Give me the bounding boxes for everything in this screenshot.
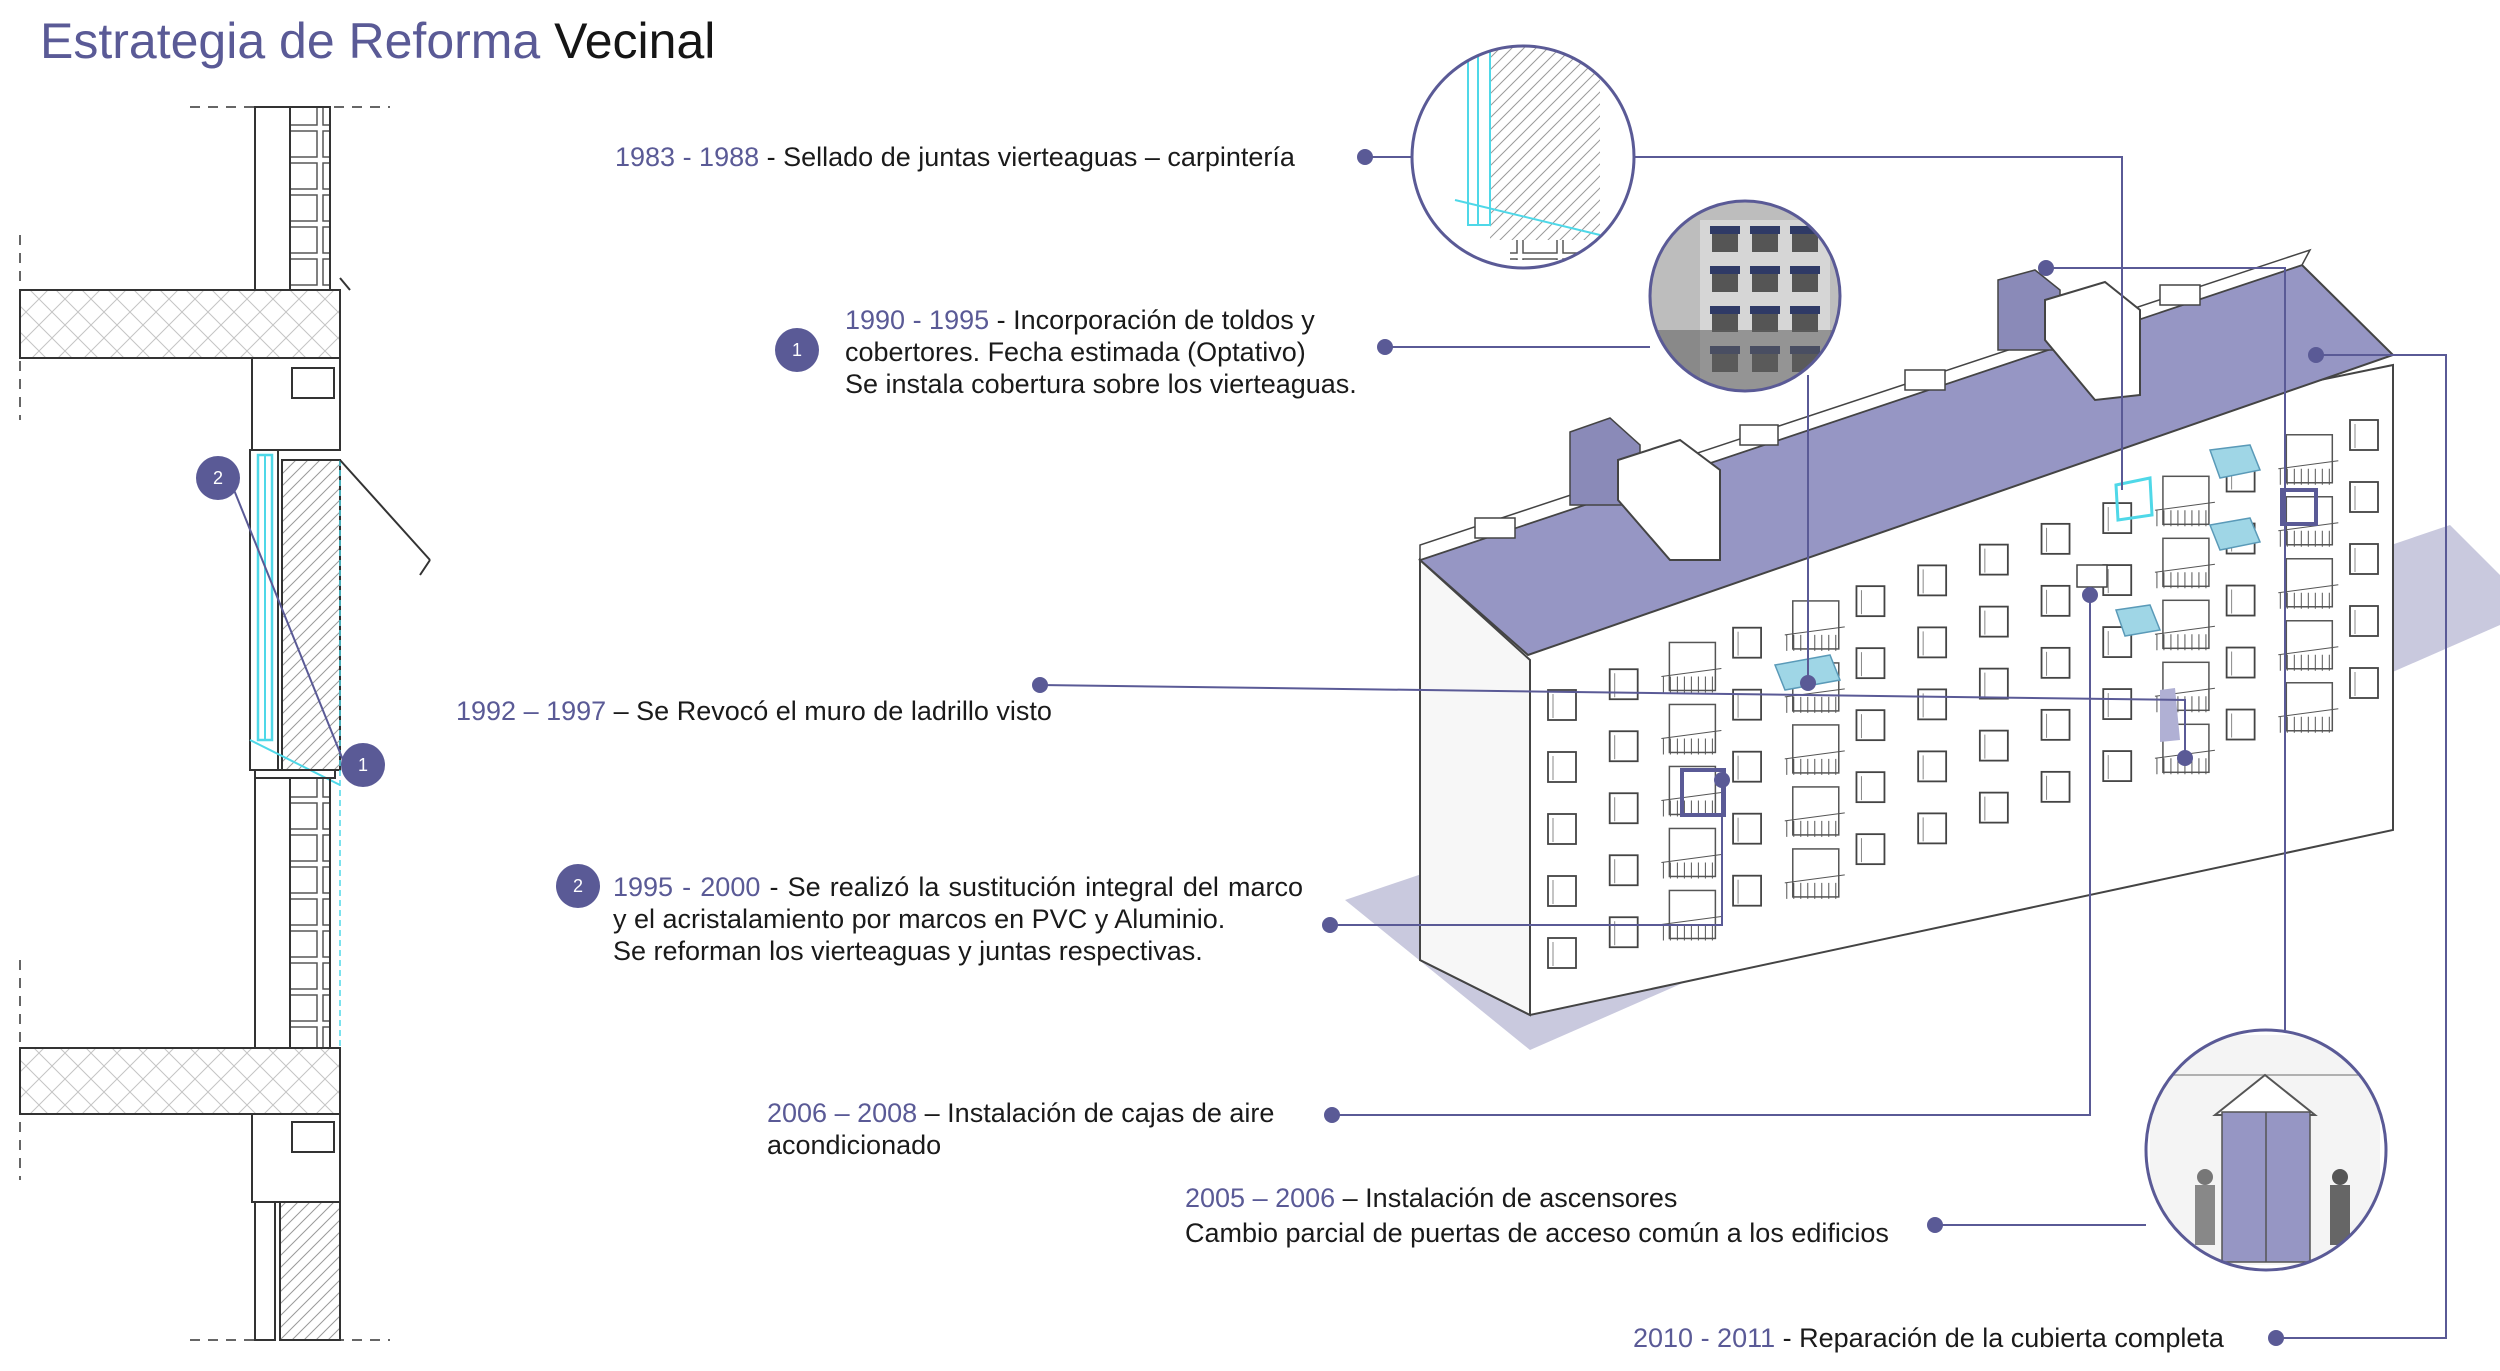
note-1992-years: 1992 – 1997 <box>456 696 607 726</box>
note-2006 <box>767 1097 1274 1161</box>
window <box>1610 793 1638 823</box>
inset-sill-joint <box>1412 40 1634 268</box>
title-part-2: Vecinal <box>554 13 716 69</box>
note-1983 <box>615 141 1295 173</box>
note-1992 <box>456 695 1052 727</box>
window <box>1610 669 1638 699</box>
badge-2-section: 2 <box>196 456 240 500</box>
note-2005-years: 2005 – 2006 <box>1185 1183 1336 1213</box>
note-2010 <box>1633 1322 2224 1354</box>
window <box>2042 524 2070 554</box>
photo-awning <box>1710 306 1740 314</box>
window <box>1918 627 1946 657</box>
window <box>1733 752 1761 782</box>
window <box>1733 814 1761 844</box>
window <box>2227 586 2255 616</box>
note-1990-line2: cobertores. Fecha estimada (Optativo) <box>845 337 1306 367</box>
photo-awning <box>1790 306 1820 314</box>
note-1995-line2: Se reforman los vierteaguas y juntas respectivas. <box>613 936 1203 966</box>
window <box>2103 689 2131 719</box>
window <box>1610 731 1638 761</box>
photo-awning <box>1750 226 1780 234</box>
note-2005 <box>1185 1181 1889 1251</box>
window <box>1548 876 1576 906</box>
title-part-1: Estrategia de Reforma <box>40 13 541 69</box>
photo-awning <box>1750 306 1780 314</box>
window <box>2042 648 2070 678</box>
window <box>1856 648 1884 678</box>
photo-awning <box>1790 266 1820 274</box>
window <box>2042 772 2070 802</box>
note-1990-line1: - Incorporación de toldos y <box>989 305 1315 335</box>
window <box>2103 751 2131 781</box>
window <box>1980 607 2008 637</box>
window <box>1980 545 2008 575</box>
window <box>1918 813 1946 843</box>
window <box>1980 731 2008 761</box>
window <box>2350 668 2378 698</box>
window <box>1856 586 1884 616</box>
window <box>2350 544 2378 574</box>
wall-section-detail <box>20 107 430 1340</box>
window <box>1918 689 1946 719</box>
badge-1-section: 1 <box>341 743 385 787</box>
window <box>1980 669 2008 699</box>
note-1990 <box>845 304 1357 400</box>
note-1983-text: - Sellado de juntas vierteaguas – carpintería <box>759 142 1295 172</box>
note-1983-years: 1983 - 1988 <box>615 142 760 172</box>
note-1995 <box>613 871 1303 967</box>
window <box>2042 710 2070 740</box>
window <box>1548 938 1576 968</box>
photo-awning <box>1710 266 1740 274</box>
window <box>1856 710 1884 740</box>
window <box>1548 752 1576 782</box>
window <box>2227 710 2255 740</box>
note-2010-years: 2010 - 2011 <box>1633 1323 1776 1353</box>
window <box>2227 648 2255 678</box>
note-1995-line1: - Se realizó la sustitución integral del marco y el acristalamiento por marcos en PVC y Aluminio. <box>613 872 1304 934</box>
window <box>1610 855 1638 885</box>
isometric-building <box>1345 250 2500 1050</box>
badge-1-awnings: 1 <box>775 328 819 372</box>
note-2010-text: - Reparación de la cubierta completa <box>1775 1323 2224 1353</box>
window <box>1548 814 1576 844</box>
window <box>1980 793 2008 823</box>
window <box>1548 690 1576 720</box>
badge-2-windows: 2 <box>556 864 600 908</box>
window <box>1856 772 1884 802</box>
note-2005-text: – Instalación de ascensores <box>1335 1183 1678 1213</box>
ac-box <box>2077 565 2107 587</box>
inset-entrance-door <box>2146 1030 2386 1270</box>
window <box>2350 420 2378 450</box>
window <box>2042 586 2070 616</box>
window <box>1733 628 1761 658</box>
window <box>1918 565 1946 595</box>
photo-awning <box>1750 266 1780 274</box>
note-1995-years: 1995 - 2000 <box>613 872 761 902</box>
window <box>1856 834 1884 864</box>
inset-photo-awnings <box>1640 195 1850 405</box>
note-2006-years: 2006 – 2008 <box>767 1098 918 1128</box>
note-2006-text: – Instalación de cajas de aire <box>917 1098 1275 1128</box>
photo-awning <box>1710 226 1740 234</box>
note-1992-text: – Se Revocó el muro de ladrillo visto <box>606 696 1052 726</box>
note-1990-years: 1990 - 1995 <box>845 305 990 335</box>
note-2005-line2: Cambio parcial de puertas de acceso común a los edificios <box>1185 1218 1889 1248</box>
window <box>1918 751 1946 781</box>
window <box>2350 482 2378 512</box>
note-1990-line3: Se instala cobertura sobre los vierteaguas. <box>845 369 1357 399</box>
window <box>1610 917 1638 947</box>
window <box>2350 606 2378 636</box>
window <box>1733 876 1761 906</box>
note-2006-line2: acondicionado <box>767 1130 942 1160</box>
